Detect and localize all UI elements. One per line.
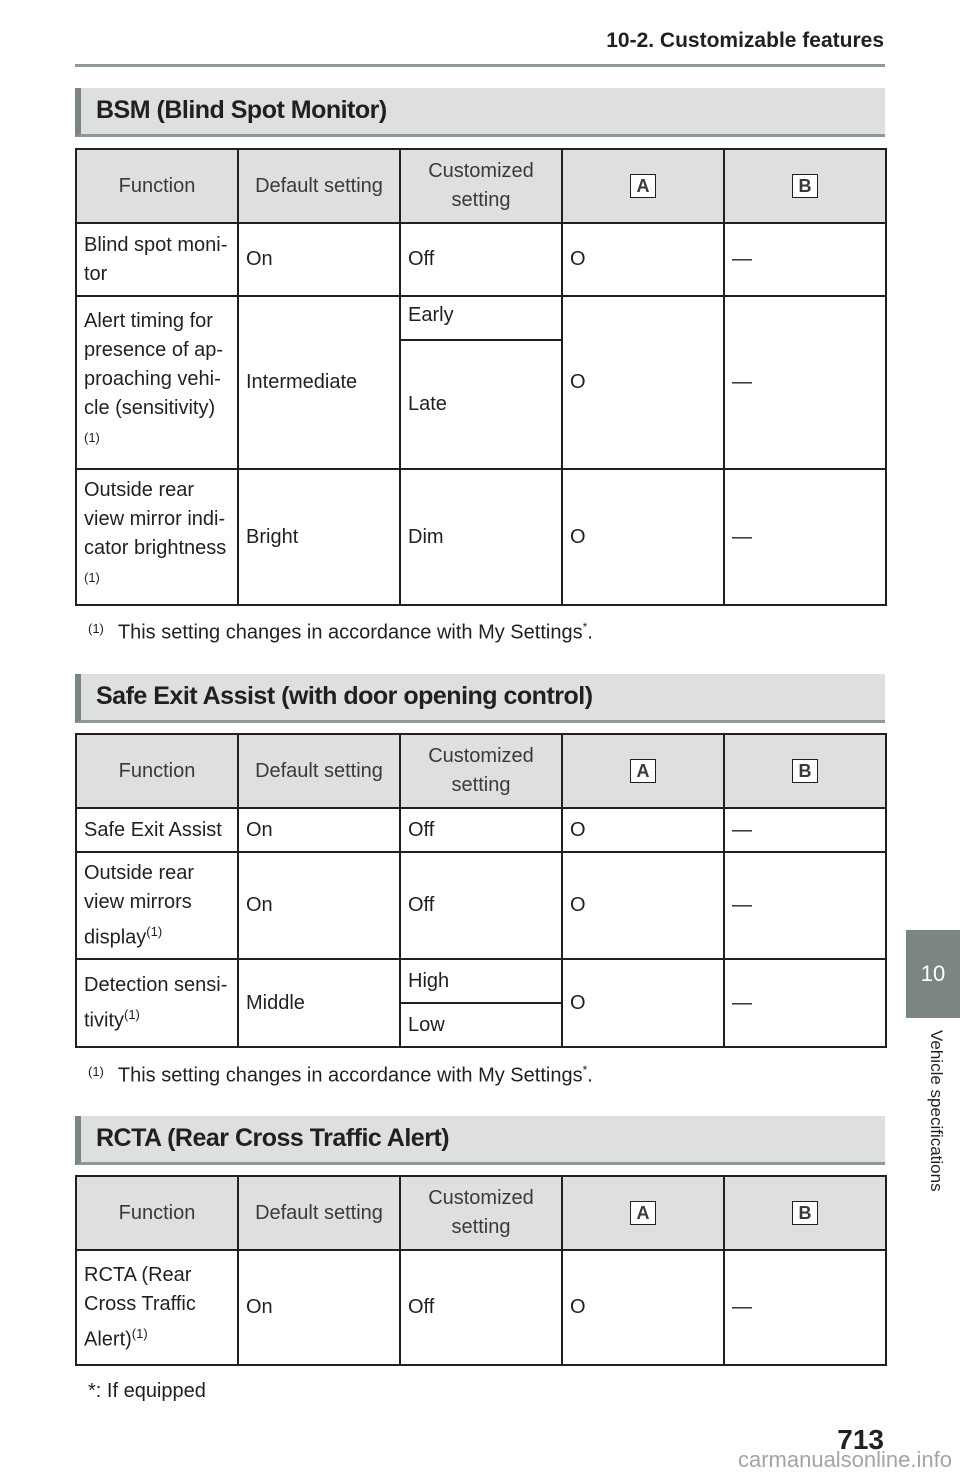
badge-a: A — [630, 1201, 656, 1225]
footnote-ref: (1) — [84, 429, 100, 445]
table-row — [76, 296, 886, 340]
table-bsm — [75, 148, 887, 606]
footnote-ref: (1) — [146, 923, 163, 939]
table-rcta — [75, 1175, 887, 1366]
cell-b: — — [724, 1250, 886, 1365]
cell-a: O — [562, 959, 724, 1047]
table-row — [76, 1250, 886, 1365]
table-header-row — [76, 149, 886, 223]
cell-b: — — [724, 469, 886, 605]
footnote-ref: (1) — [131, 1325, 148, 1341]
function-text: Outside rear view mirrors display — [84, 861, 195, 949]
cell-custom: Late — [400, 340, 562, 469]
chapter-tab-label: Vehicle specifications — [927, 1030, 946, 1192]
cell-b: — — [724, 223, 886, 296]
cell-default: On — [238, 1250, 400, 1365]
note-text: This setting changes in accordance with My Settings — [117, 621, 583, 644]
header-rule — [75, 64, 885, 67]
cell-custom: Off — [400, 223, 562, 296]
cell-custom: High — [400, 959, 562, 1003]
footnote-if-equipped: *: If equipped — [88, 1380, 206, 1402]
table-row — [76, 469, 886, 605]
table-header-row — [76, 734, 886, 808]
section-title-bsm: BSM (Blind Spot Monitor) — [96, 96, 387, 124]
cell-a: O — [562, 808, 724, 852]
note-marker: (1) — [88, 620, 104, 636]
note-sea — [88, 1063, 593, 1088]
table-row — [76, 808, 886, 852]
cell-function — [76, 1250, 238, 1365]
col-a — [562, 149, 724, 223]
function-text: Outside rear view mirror indi-cator brightness — [84, 478, 227, 559]
cell-custom: Off — [400, 1250, 562, 1365]
cell-default: On — [238, 223, 400, 296]
function-text: Detection sensi-tivity — [84, 973, 228, 1032]
footnote-ref: (1) — [124, 1006, 140, 1022]
cell-a: O — [562, 223, 724, 296]
cell-a: O — [562, 296, 724, 469]
section-title-sea: Safe Exit Assist (with door opening control) — [96, 682, 593, 710]
col-b — [724, 734, 886, 808]
badge-b: B — [792, 1201, 818, 1225]
col-custom: Customized setting — [400, 734, 562, 808]
col-function: Function — [76, 734, 238, 808]
cell-b: — — [724, 296, 886, 469]
section-sea — [75, 674, 885, 723]
col-b — [724, 149, 886, 223]
note-star: * — [582, 1063, 588, 1077]
function-text: Alert timing for presence of ap-proaching vehi-cle (sensitivity) — [84, 309, 223, 419]
cell-function — [76, 852, 238, 959]
cell-function — [76, 959, 238, 1047]
badge-a: A — [630, 759, 656, 783]
cell-custom: Off — [400, 808, 562, 852]
cell-function — [76, 296, 238, 469]
note-marker: (1) — [88, 1063, 104, 1079]
col-default: Default setting — [238, 734, 400, 808]
cell-a: O — [562, 852, 724, 959]
chapter-tab: 10 — [906, 930, 960, 1018]
note-end: . — [587, 621, 593, 644]
section-bsm — [75, 88, 885, 137]
cell-default: Bright — [238, 469, 400, 605]
footnote-ref: (1) — [84, 569, 100, 585]
cell-custom: Low — [400, 1003, 562, 1047]
badge-a: A — [630, 174, 656, 198]
cell-default: Intermediate — [238, 296, 400, 469]
col-default: Default setting — [238, 149, 400, 223]
table-row — [76, 852, 886, 959]
table-row — [76, 223, 886, 296]
badge-b: B — [792, 174, 818, 198]
cell-a: O — [562, 1250, 724, 1365]
cell-function: Blind spot moni-tor — [76, 223, 238, 296]
cell-default: On — [238, 852, 400, 959]
table-sea — [75, 733, 887, 1048]
cell-default: On — [238, 808, 400, 852]
cell-custom: Early — [400, 296, 562, 340]
note-star: * — [582, 620, 588, 634]
badge-b: B — [792, 759, 818, 783]
col-function: Function — [76, 149, 238, 223]
col-b — [724, 1176, 886, 1250]
col-default: Default setting — [238, 1176, 400, 1250]
section-rcta — [75, 1116, 885, 1165]
note-end: . — [587, 1064, 593, 1087]
cell-b: — — [724, 959, 886, 1047]
cell-a: O — [562, 469, 724, 605]
cell-default: Middle — [238, 959, 400, 1047]
table-row — [76, 959, 886, 1003]
col-function: Function — [76, 1176, 238, 1250]
col-custom: Customized setting — [400, 1176, 562, 1250]
col-a — [562, 1176, 724, 1250]
cell-b: — — [724, 852, 886, 959]
cell-custom: Dim — [400, 469, 562, 605]
cell-function — [76, 469, 238, 605]
col-custom: Customized setting — [400, 149, 562, 223]
note-text: This setting changes in accordance with My Settings — [117, 1064, 583, 1087]
note-bsm — [88, 620, 593, 645]
section-title-rcta: RCTA (Rear Cross Traffic Alert) — [96, 1124, 450, 1152]
cell-custom: Off — [400, 852, 562, 959]
table-header-row — [76, 1176, 886, 1250]
cell-b: — — [724, 808, 886, 852]
col-a — [562, 734, 724, 808]
function-text: RCTA (Rear Cross Traffic Alert) — [84, 1263, 196, 1351]
chapter-header: 10-2. Customizable features — [606, 29, 884, 52]
watermark: carmanualsonline.info — [737, 1447, 952, 1472]
cell-function: Safe Exit Assist — [76, 808, 238, 852]
page-number: 713 — [837, 1424, 884, 1455]
